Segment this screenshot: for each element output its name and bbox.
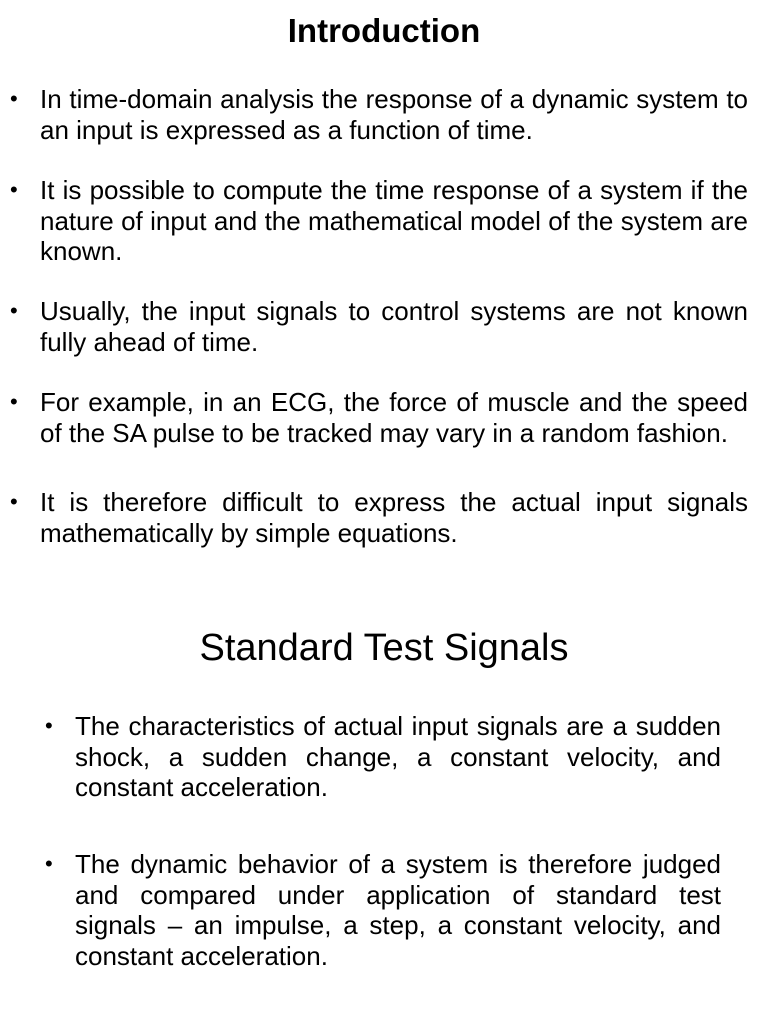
bullet-text: It is therefore difficult to express the actual input signals mathematically by simple equations.	[40, 487, 748, 548]
bullet-marker: •	[45, 713, 53, 738]
bullet-text: The dynamic behavior of a system is therefore judged and compared under application of standard test signals – an impulse, a step, a constant velocity, and constant acceleration.	[75, 849, 721, 971]
bullet-text: The characteristics of actual input signals are a sudden shock, a sudden change, a constant velocity, and constant acceleration.	[75, 711, 721, 802]
bullet-text: In time-domain analysis the response of a dynamic system to an input is expressed as a function of time.	[40, 84, 748, 145]
bullet-marker: •	[10, 86, 18, 111]
introduction-heading: Introduction	[287, 12, 481, 49]
bullet-marker: •	[45, 851, 53, 876]
standard-test-signals-bullet-2	[45, 849, 721, 971]
introduction-bullet-4	[10, 387, 748, 448]
introduction-bullet-2	[10, 175, 748, 267]
bullet-marker: •	[10, 298, 18, 323]
introduction-bullet-5	[10, 487, 748, 548]
introduction-bullet-3	[10, 296, 748, 357]
bullet-marker: •	[10, 389, 18, 414]
bullet-text: For example, in an ECG, the force of muscle and the speed of the SA pulse to be tracked may vary in a random fashion.	[40, 387, 748, 448]
standard-test-signals-heading: Standard Test Signals	[199, 627, 569, 669]
standard-test-signals-bullet-1	[45, 711, 721, 803]
bullet-text: Usually, the input signals to control systems are not known fully ahead of time.	[40, 296, 748, 357]
introduction-bullet-1	[10, 84, 748, 145]
bullet-marker: •	[10, 177, 18, 202]
bullet-text: It is possible to compute the time response of a system if the nature of input and the mathematical model of the system are known.	[40, 175, 748, 266]
bullet-marker: •	[10, 489, 18, 514]
